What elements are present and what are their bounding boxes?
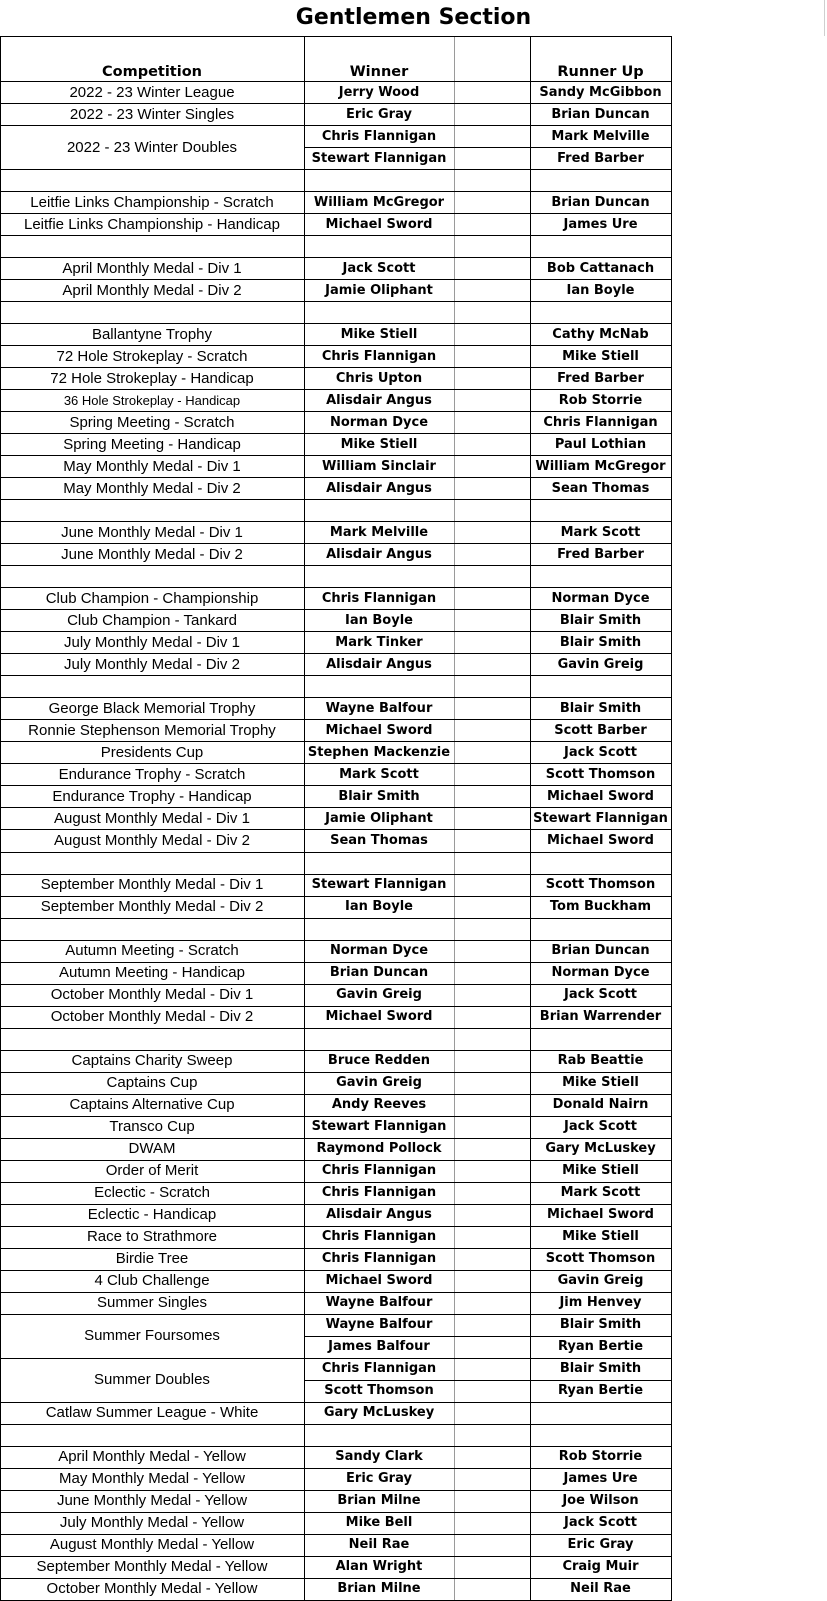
competition-cell: September Monthly Medal - Div 1 — [40, 876, 264, 894]
winner-cell: Jamie Oliphant — [325, 282, 433, 298]
competition-cell: 72 Hole Strokeplay - Handicap — [50, 369, 254, 387]
competition-cell: George Black Memorial Trophy — [48, 699, 256, 717]
header-runner-up: Runner Up — [557, 64, 644, 80]
runner-up-cell: Chris Flannigan — [543, 414, 658, 430]
runner-up-cell: Norman Dyce — [551, 965, 650, 981]
winner-cell: Michael Sword — [325, 1273, 433, 1289]
winner-cell: Chris Flannigan — [321, 348, 437, 364]
runner-up-cell: James Ure — [563, 1471, 638, 1487]
runner-up-cell: Brian Duncan — [551, 943, 650, 959]
runner-up-cell: Joe Wilson — [562, 1493, 639, 1509]
winner-cell: Gary McLuskey — [323, 1405, 435, 1421]
winner-cell: Norman Dyce — [329, 943, 429, 959]
competition-cell: Ronnie Stephenson Memorial Trophy — [28, 721, 276, 739]
competition-cell: Captains Cup — [106, 1074, 198, 1092]
competition-cell: October Monthly Medal - Yellow — [46, 1580, 258, 1598]
competition-cell: Captains Charity Sweep — [71, 1052, 233, 1070]
runner-up-cell: Ryan Bertie — [557, 1383, 644, 1399]
runner-up-cell: Gavin Greig — [557, 1273, 644, 1289]
winner-cell: Jamie Oliphant — [325, 810, 433, 826]
winner-cell: Raymond Pollock — [316, 1141, 442, 1157]
winner-cell: Blair Smith — [338, 788, 420, 804]
winner-cell: Bruce Redden — [327, 1053, 431, 1069]
competition-cell: July Monthly Medal - Yellow — [59, 1514, 245, 1532]
winner-cell: Wayne Balfour — [325, 1295, 433, 1311]
winner-cell: Mark Tinker — [335, 634, 423, 650]
competition-cell: Eclectic - Handicap — [87, 1206, 217, 1224]
competition-cell: 72 Hole Strokeplay - Scratch — [56, 347, 248, 365]
winner-cell: Chris Flannigan — [321, 128, 437, 144]
winner-cell: Alisdair Angus — [326, 656, 432, 672]
winner-cell: Alan Wright — [335, 1559, 423, 1575]
runner-up-cell: Jim Henvey — [559, 1295, 642, 1311]
winner-cell: Mike Bell — [345, 1515, 413, 1531]
row-divider — [0, 1028, 672, 1029]
runner-up-cell: Rab Beattie — [557, 1053, 644, 1069]
winner-cell: James Balfour — [328, 1339, 430, 1355]
competition-cell: 36 Hole Strokeplay - Handicap — [63, 392, 241, 408]
competition-cell: June Monthly Medal - Yellow — [56, 1492, 248, 1510]
competition-cell: Catlaw Summer League - White — [45, 1404, 259, 1422]
winner-cell: Ian Boyle — [345, 612, 413, 628]
competition-cell: August Monthly Medal - Div 2 — [54, 831, 250, 849]
runner-up-cell: Fred Barber — [557, 370, 644, 386]
competition-cell: 2022 - 23 Winter Singles — [69, 105, 235, 123]
runner-up-cell: Tom Buckham — [549, 899, 652, 915]
winner-cell: Stephen Mackenzie — [307, 744, 451, 760]
runner-up-cell: Blair Smith — [559, 634, 642, 650]
winner-cell: Gavin Greig — [336, 987, 422, 1003]
competition-cell: June Monthly Medal - Div 1 — [61, 523, 243, 541]
row-divider — [0, 499, 672, 500]
runner-up-cell: Ian Boyle — [566, 282, 635, 298]
competition-cell: Endurance Trophy - Handicap — [52, 787, 252, 805]
winner-cell: William Sinclair — [322, 458, 436, 474]
runner-up-cell: Scott Thomson — [545, 877, 656, 893]
competition-cell: Endurance Trophy - Scratch — [58, 765, 246, 783]
competition-cell: 4 Club Challenge — [94, 1272, 210, 1290]
winner-cell: Michael Sword — [325, 722, 433, 738]
competition-cell: August Monthly Medal - Div 1 — [54, 809, 250, 827]
winner-cell: Alisdair Angus — [326, 546, 432, 562]
sheet-edge — [824, 0, 825, 36]
competition-cell: Club Champion - Championship — [45, 589, 259, 607]
winner-cell: Alisdair Angus — [326, 1207, 432, 1223]
winner-cell: Gavin Greig — [336, 1075, 422, 1091]
competition-cell: Autumn Meeting - Handicap — [59, 964, 245, 982]
winner-cell: Michael Sword — [325, 216, 433, 232]
runner-up-cell: Blair Smith — [559, 1361, 642, 1377]
runner-up-cell: Blair Smith — [559, 1317, 642, 1333]
runner-up-cell: Rob Storrie — [558, 1449, 643, 1465]
runner-up-cell: Brian Warrender — [539, 1009, 662, 1025]
row-divider — [0, 235, 672, 236]
runner-up-cell: William McGregor — [535, 458, 666, 474]
runner-up-cell: Sandy McGibbon — [539, 84, 662, 100]
winner-cell: Wayne Balfour — [325, 700, 433, 716]
row-divider — [0, 918, 672, 919]
runner-up-cell: Mike Stiell — [562, 348, 639, 364]
header-winner: Winner — [349, 64, 409, 80]
competition-cell: Ballantyne Trophy — [91, 325, 213, 343]
row-divider — [0, 301, 672, 302]
runner-up-cell: Donald Nairn — [552, 1097, 649, 1113]
row-divider — [0, 565, 672, 566]
competition-cell: Transco Cup — [109, 1118, 195, 1136]
page-title: Gentlemen Section — [295, 5, 532, 30]
winner-cell: Brian Milne — [337, 1581, 421, 1597]
winner-cell: Chris Upton — [335, 370, 423, 386]
competition-cell: Club Champion - Tankard — [67, 611, 237, 629]
runner-up-cell: Fred Barber — [557, 546, 644, 562]
runner-up-cell: Jack Scott — [564, 744, 637, 760]
runner-up-cell: Mike Stiell — [562, 1075, 639, 1091]
runner-up-cell: Brian Duncan — [551, 194, 650, 210]
competition-cell: Summer Doubles — [94, 1371, 210, 1389]
winner-cell: Stewart Flannigan — [311, 877, 447, 893]
winner-cell: Alisdair Angus — [326, 480, 432, 496]
winner-cell: Mark Scott — [339, 766, 419, 782]
winner-cell: Eric Gray — [346, 1471, 412, 1487]
winner-cell: Chris Flannigan — [321, 1185, 437, 1201]
winner-cell: Mark Melville — [329, 524, 429, 540]
runner-up-cell: Mike Stiell — [562, 1163, 639, 1179]
winner-cell: Brian Milne — [337, 1493, 421, 1509]
competition-cell: Eclectic - Scratch — [94, 1184, 210, 1202]
runner-up-cell: Ryan Bertie — [557, 1339, 644, 1355]
column-divider — [671, 36, 672, 1600]
winner-cell: Wayne Balfour — [325, 1317, 433, 1333]
runner-up-cell: Gavin Greig — [557, 656, 644, 672]
row-divider — [0, 675, 672, 676]
competition-cell: October Monthly Medal - Div 2 — [50, 1008, 254, 1026]
competition-cell: April Monthly Medal - Div 1 — [62, 259, 242, 277]
winner-cell: Sean Thomas — [330, 832, 428, 848]
winner-cell: Eric Gray — [346, 106, 412, 122]
row-divider — [0, 169, 672, 170]
competition-cell: DWAM — [128, 1140, 176, 1158]
competition-cell: Captains Alternative Cup — [69, 1096, 235, 1114]
competition-cell: Leitfie Links Championship - Scratch — [30, 193, 274, 211]
winner-cell: Jack Scott — [342, 260, 416, 276]
runner-up-cell: Mike Stiell — [562, 1229, 639, 1245]
runner-up-cell: Paul Lothian — [554, 436, 647, 452]
runner-up-cell: Rob Storrie — [558, 392, 643, 408]
runner-up-cell: Sean Thomas — [551, 480, 650, 496]
runner-up-cell: Fred Barber — [557, 150, 644, 166]
runner-up-cell: Blair Smith — [559, 700, 642, 716]
runner-up-cell: Neil Rae — [570, 1581, 631, 1597]
competition-cell: 2022 - 23 Winter League — [69, 83, 235, 101]
winner-cell: Alisdair Angus — [326, 392, 432, 408]
winner-cell: Chris Flannigan — [321, 1361, 437, 1377]
column-divider — [454, 36, 455, 1600]
runner-up-cell: Cathy McNab — [552, 326, 649, 342]
competition-cell: July Monthly Medal - Div 2 — [64, 655, 240, 673]
runner-up-cell: Craig Muir — [562, 1559, 639, 1575]
competition-cell: July Monthly Medal - Div 1 — [64, 633, 240, 651]
runner-up-cell: Eric Gray — [567, 1537, 634, 1553]
competition-cell: Race to Strathmore — [86, 1228, 218, 1246]
runner-up-cell: Mark Scott — [560, 1185, 641, 1201]
competition-cell: August Monthly Medal - Yellow — [49, 1536, 255, 1554]
competition-cell: Summer Foursomes — [84, 1327, 220, 1345]
winner-cell: Mike Stiell — [340, 326, 418, 342]
competition-cell: Birdie Tree — [115, 1250, 189, 1268]
competition-cell: Autumn Meeting - Scratch — [65, 942, 239, 960]
competition-cell: May Monthly Medal - Div 2 — [63, 479, 241, 497]
competition-cell: October Monthly Medal - Div 1 — [50, 986, 254, 1004]
competition-cell: Spring Meeting - Scratch — [69, 413, 235, 431]
competition-cell: September Monthly Medal - Div 2 — [40, 898, 264, 916]
runner-up-cell: Norman Dyce — [551, 590, 650, 606]
competition-cell: Leitfie Links Championship - Handicap — [24, 215, 280, 233]
runner-up-cell: Gary McLuskey — [545, 1141, 656, 1157]
winner-cell: Andy Reeves — [331, 1097, 427, 1113]
runner-up-cell: Scott Barber — [554, 722, 647, 738]
competition-cell: April Monthly Medal - Yellow — [58, 1448, 246, 1466]
header-competition: Competition — [101, 64, 202, 80]
competition-cell: April Monthly Medal - Div 2 — [62, 281, 242, 299]
winner-cell: Stewart Flannigan — [311, 1119, 447, 1135]
runner-up-cell: Blair Smith — [559, 612, 642, 628]
competition-cell: Order of Merit — [105, 1162, 199, 1180]
runner-up-cell: James Ure — [563, 216, 638, 232]
winner-cell: William McGregor — [313, 194, 445, 210]
competition-cell: 2022 - 23 Winter Doubles — [66, 138, 238, 156]
competition-cell: September Monthly Medal - Yellow — [36, 1558, 268, 1576]
row-divider — [0, 1424, 672, 1425]
winner-cell: Chris Flannigan — [321, 1251, 437, 1267]
winner-cell: Norman Dyce — [329, 414, 429, 430]
runner-up-cell: Stewart Flannigan — [533, 810, 668, 826]
runner-up-cell: Scott Thomson — [545, 1251, 656, 1267]
competition-cell: Presidents Cup — [100, 743, 204, 761]
winner-cell: Stewart Flannigan — [311, 150, 447, 166]
winner-cell: Ian Boyle — [345, 899, 413, 915]
winner-cell: Scott Thomson — [324, 1383, 434, 1399]
runner-up-cell: Jack Scott — [564, 1515, 637, 1531]
winner-cell: Michael Sword — [325, 1009, 433, 1025]
winner-cell: Chris Flannigan — [321, 590, 437, 606]
runner-up-cell: Mark Melville — [551, 128, 650, 144]
competition-cell: Summer Singles — [96, 1294, 208, 1312]
competition-cell: May Monthly Medal - Yellow — [59, 1470, 245, 1488]
winner-cell: Chris Flannigan — [321, 1229, 437, 1245]
winner-cell: Neil Rae — [348, 1537, 410, 1553]
winner-cell: Brian Duncan — [329, 965, 429, 981]
row-divider — [0, 852, 672, 853]
runner-up-cell: Jack Scott — [564, 987, 637, 1003]
winner-cell: Chris Flannigan — [321, 1163, 437, 1179]
runner-up-cell: Scott Thomson — [545, 766, 656, 782]
runner-up-cell: Mark Scott — [560, 524, 641, 540]
runner-up-cell: Jack Scott — [564, 1119, 637, 1135]
winner-cell: Mike Stiell — [340, 436, 418, 452]
competition-cell: Spring Meeting - Handicap — [63, 435, 241, 453]
runner-up-cell: Michael Sword — [547, 788, 654, 804]
runner-up-cell: Michael Sword — [547, 1207, 654, 1223]
winner-cell: Jerry Wood — [338, 84, 420, 100]
runner-up-cell: Michael Sword — [547, 832, 654, 848]
runner-up-cell: Bob Cattanach — [546, 260, 655, 276]
competition-cell: May Monthly Medal - Div 1 — [63, 457, 241, 475]
runner-up-cell: Brian Duncan — [551, 106, 650, 122]
competition-cell: June Monthly Medal - Div 2 — [61, 545, 243, 563]
winner-cell: Sandy Clark — [335, 1449, 423, 1465]
